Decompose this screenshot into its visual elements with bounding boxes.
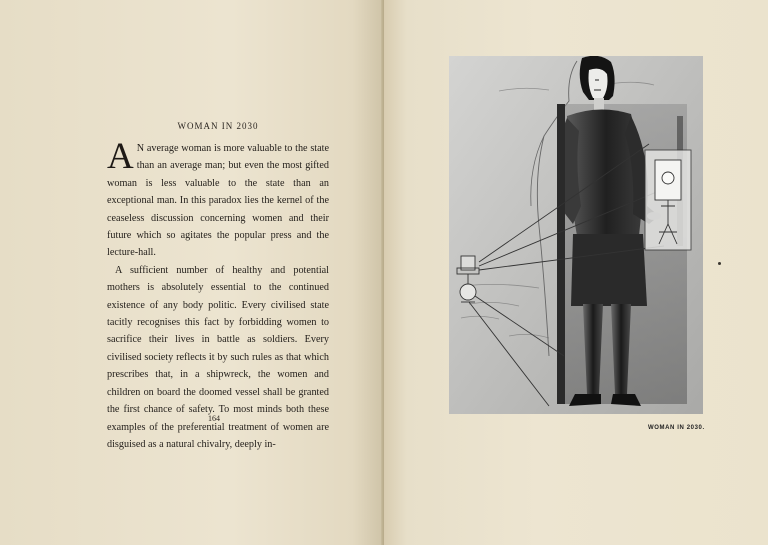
plate-caption: WOMAN IN 2030. [648, 425, 705, 431]
left-page [0, 0, 383, 545]
paragraph-1 [107, 136, 329, 262]
drop-cap: A [107, 136, 134, 177]
woman-figure-illustration [449, 56, 703, 414]
paragraph-1-text: N average woman is more valuable to the state than an average man; but even the most gifted woman is less valuable to the state than an exceptional man. In this paradox lies the kernel of the ceaseless discussion concerning women and their future which so agitates the popular press and the lecture-hall. [107, 143, 329, 259]
running-head: WOMAN IN 2030 [177, 121, 259, 131]
page-speck [718, 262, 721, 265]
page-number: 164 [208, 414, 220, 423]
paragraph-2: A sufficient number of healthy and potential mothers is absolutely essential to the continued existence of any body politic. Every civilised state tacitly recognises this fact by forbidding women to sacrifice their lives in battle as soldiers. Every civilised society reflects it by such rules as that which prescribes that, in a shipwreck, the women and children on board the doomed vessel shall be granted the first chance of safety. To most minds both these examples of the preferential treatment of women are disguised as a natural chivalry, deeply in- [107, 264, 329, 450]
illustration-plate [449, 56, 703, 414]
body-text [107, 136, 329, 453]
